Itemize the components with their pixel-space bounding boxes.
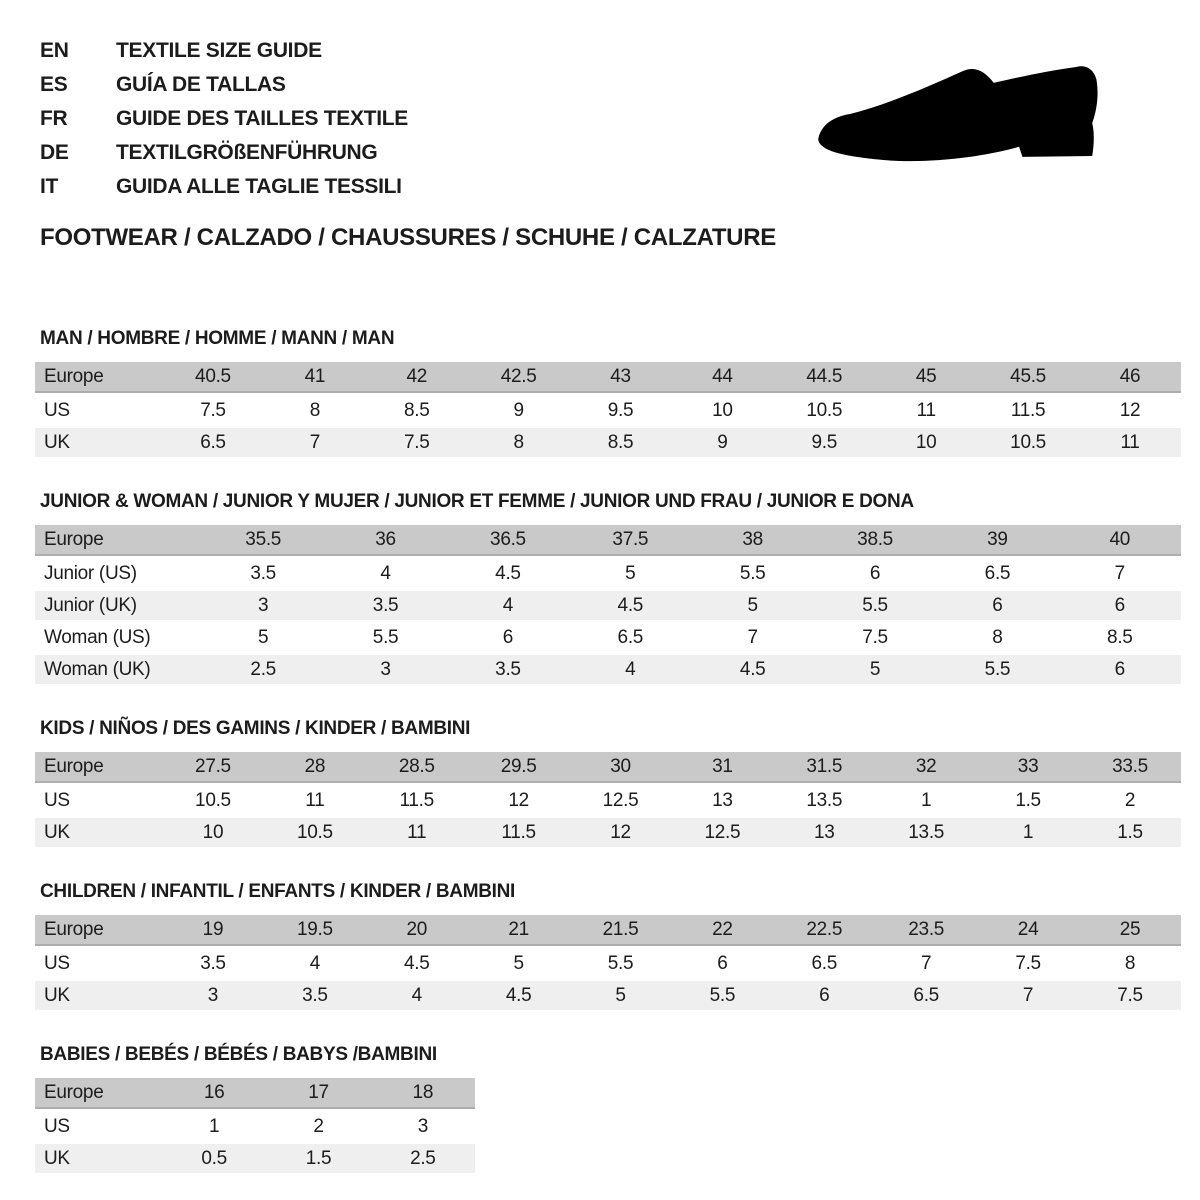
- language-label: GUIDE DES TAILLES TEXTILE: [116, 107, 408, 130]
- row-label-cell: Europe: [35, 915, 162, 946]
- table-row: [35, 752, 1181, 783]
- size-cell: 10: [712, 399, 733, 421]
- size-cell: 10: [162, 818, 264, 847]
- row-label-cell: UK: [35, 428, 162, 457]
- language-label: GUÍA DE TALLAS: [116, 73, 286, 96]
- size-cell: 0.5: [162, 1144, 266, 1173]
- size-cell: 3: [202, 591, 324, 620]
- size-cell: 4: [569, 655, 691, 684]
- size-cell: 21.5: [570, 915, 672, 946]
- table-row: [35, 981, 1181, 1010]
- language-code: ES: [40, 73, 68, 96]
- size-cell: 31.5: [773, 752, 875, 783]
- size-cell: 19.5: [264, 915, 366, 946]
- size-cell: 5: [513, 952, 524, 974]
- size-cell: 4: [380, 562, 391, 584]
- size-cell: 5: [570, 981, 672, 1010]
- size-cell: 5.5: [814, 591, 936, 620]
- size-cell: 6: [717, 952, 728, 974]
- size-cell: 11: [305, 789, 325, 811]
- size-cell: 5: [814, 655, 936, 684]
- size-cell: 37.5: [569, 525, 691, 556]
- size-cell: 7.5: [1015, 952, 1041, 974]
- size-cell: 12.5: [602, 789, 639, 811]
- size-cell: 7.5: [200, 399, 226, 421]
- row-label-cell: UK: [35, 1144, 162, 1173]
- size-cell: 5.5: [607, 952, 634, 974]
- size-cell: 13.5: [806, 789, 843, 811]
- size-cell: 2: [313, 1115, 324, 1137]
- size-cell: 21: [468, 915, 570, 946]
- size-cell: 7.5: [862, 626, 888, 648]
- size-cell: 1.5: [266, 1144, 370, 1173]
- size-cell: 4: [447, 591, 569, 620]
- row-label-cell: US: [44, 789, 70, 811]
- size-cell: 6.5: [617, 626, 644, 648]
- table-row: [35, 396, 1181, 425]
- size-cell: 5: [625, 562, 636, 584]
- size-cell: 4: [309, 952, 320, 974]
- size-cell: 16: [162, 1078, 266, 1109]
- section-title: BABIES / BEBÉS / BÉBÉS / BABYS /BAMBINI: [40, 1044, 437, 1065]
- size-cell: 7: [264, 428, 366, 457]
- row-label-cell: UK: [35, 981, 162, 1010]
- size-cell: 7: [977, 981, 1079, 1010]
- table-row: [35, 1144, 475, 1173]
- row-label-cell: Woman (US): [44, 626, 151, 648]
- size-cell: 3.5: [324, 591, 446, 620]
- size-cell: 27.5: [162, 752, 264, 783]
- size-cell: 4.5: [468, 981, 570, 1010]
- size-cell: 22.5: [773, 915, 875, 946]
- row-label-cell: Europe: [35, 525, 202, 556]
- size-cell: 1.5: [1015, 789, 1041, 811]
- table-row: [35, 362, 1181, 393]
- size-cell: 43: [570, 362, 672, 393]
- size-cell: 3: [324, 655, 446, 684]
- size-cell: 6.5: [984, 562, 1011, 584]
- size-cell: 5.5: [671, 981, 773, 1010]
- table-row: [35, 655, 1181, 684]
- size-cell: 6: [502, 626, 514, 648]
- size-cell: 7: [921, 952, 932, 974]
- size-cell: 5.5: [739, 562, 766, 584]
- size-cell: 8: [309, 399, 320, 421]
- size-cell: 9.5: [773, 428, 875, 457]
- row-label-cell: US: [44, 1115, 70, 1137]
- size-table: [35, 749, 1181, 850]
- table-row: [35, 623, 1181, 652]
- size-cell: 12.5: [671, 818, 773, 847]
- size-cell: 18: [371, 1078, 475, 1109]
- size-cell: 25: [1079, 915, 1181, 946]
- size-cell: 33.5: [1079, 752, 1181, 783]
- size-cell: 13: [712, 789, 733, 811]
- size-cell: 8.5: [570, 428, 672, 457]
- size-cell: 4.5: [495, 562, 521, 584]
- row-label-cell: Junior (UK): [35, 591, 202, 620]
- language-label: GUIDA ALLE TAGLIE TESSILI: [116, 175, 402, 198]
- language-code: IT: [40, 175, 59, 198]
- size-cell: 10.5: [806, 399, 843, 421]
- size-cell: 24: [977, 915, 1079, 946]
- size-cell: 39: [936, 525, 1058, 556]
- row-label-cell: US: [44, 952, 70, 974]
- size-cell: 20: [366, 915, 468, 946]
- size-cell: 29.5: [468, 752, 570, 783]
- size-cell: 5: [258, 626, 269, 648]
- section-title: JUNIOR & WOMAN / JUNIOR Y MUJER / JUNIOR ET FEMME / JUNIOR UND FRAU / JUNIOR E DONA: [40, 491, 914, 512]
- size-cell: 17: [266, 1078, 370, 1109]
- size-cell: 13.5: [875, 818, 977, 847]
- size-table: [35, 359, 1181, 460]
- size-cell: 36.5: [447, 525, 569, 556]
- size-cell: 12: [508, 789, 529, 811]
- size-cell: 4.5: [569, 591, 691, 620]
- section-title: MAN / HOMBRE / HOMME / MANN / MAN: [40, 328, 395, 349]
- size-cell: 6.5: [811, 952, 838, 974]
- section-title: KIDS / NIÑOS / DES GAMINS / KINDER / BAMBINI: [40, 718, 471, 739]
- size-cell: 7.5: [366, 428, 468, 457]
- size-cell: 10: [875, 428, 977, 457]
- size-cell: 3.5: [250, 562, 276, 584]
- size-cell: 6: [1059, 655, 1181, 684]
- table-row: [35, 591, 1181, 620]
- size-cell: 4.5: [692, 655, 814, 684]
- table-row: [35, 915, 1181, 946]
- section-title: CHILDREN / INFANTIL / ENFANTS / KINDER / BAMBINI: [40, 881, 516, 902]
- size-cell: 44.5: [773, 362, 875, 393]
- size-cell: 42: [366, 362, 468, 393]
- table-row: [35, 786, 1181, 815]
- size-cell: 9.5: [607, 399, 634, 421]
- table-row: [35, 525, 1181, 556]
- size-cell: 10.5: [264, 818, 366, 847]
- size-cell: 3: [162, 981, 264, 1010]
- size-cell: 6.5: [875, 981, 977, 1010]
- size-cell: 45.5: [977, 362, 1079, 393]
- size-cell: 1: [977, 818, 1079, 847]
- shoe-icon: [798, 52, 1146, 192]
- size-cell: 46: [1079, 362, 1181, 393]
- table-row: [35, 1112, 475, 1141]
- size-cell: 9: [671, 428, 773, 457]
- size-cell: 3.5: [264, 981, 366, 1010]
- size-cell: 5.5: [936, 655, 1058, 684]
- size-cell: 6: [1059, 591, 1181, 620]
- size-cell: 6: [869, 562, 881, 584]
- language-code: FR: [40, 107, 68, 130]
- size-cell: 11.5: [399, 789, 434, 811]
- size-cell: 41: [264, 362, 366, 393]
- section-4: [40, 1044, 1182, 1176]
- size-cell: 11: [1079, 428, 1181, 457]
- size-cell: 10.5: [977, 428, 1079, 457]
- size-cell: 35.5: [202, 525, 324, 556]
- section-0: [40, 328, 1182, 460]
- row-label-cell: Junior (US): [44, 562, 137, 584]
- size-cell: 3.5: [200, 952, 226, 974]
- size-cell: 2: [1124, 789, 1136, 811]
- size-cell: 38: [692, 525, 814, 556]
- size-cell: 32: [875, 752, 977, 783]
- size-cell: 8: [992, 626, 1003, 648]
- table-row: [35, 428, 1181, 457]
- language-code: EN: [40, 39, 69, 62]
- size-cell: 28.5: [366, 752, 468, 783]
- size-cell: 28: [264, 752, 366, 783]
- size-cell: 38.5: [814, 525, 936, 556]
- table-row: [35, 559, 1181, 588]
- language-label: TEXTILGRÖßENFÜHRUNG: [116, 141, 378, 164]
- size-cell: 3.5: [447, 655, 569, 684]
- language-code: DE: [40, 141, 69, 164]
- size-cell: 1.5: [1079, 818, 1181, 847]
- section-3: [40, 881, 1182, 1013]
- size-cell: 11.5: [468, 818, 570, 847]
- size-cell: 11: [916, 399, 936, 421]
- size-cell: 5: [692, 591, 814, 620]
- size-cell: 9: [513, 399, 524, 421]
- row-label-cell: US: [44, 399, 70, 421]
- table-row: [35, 818, 1181, 847]
- size-cell: 4: [366, 981, 468, 1010]
- size-cell: 40: [1059, 525, 1181, 556]
- size-cell: 8.5: [1107, 626, 1133, 648]
- table-row: [35, 1078, 475, 1109]
- row-label-cell: UK: [35, 818, 162, 847]
- row-label-cell: Europe: [35, 362, 162, 393]
- size-cell: 11.5: [1010, 399, 1046, 421]
- size-cell: 5.5: [372, 626, 399, 648]
- size-cell: 31: [671, 752, 773, 783]
- size-cell: 7: [1114, 562, 1125, 584]
- size-cell: 19: [162, 915, 264, 946]
- size-cell: 1: [921, 789, 932, 811]
- size-cell: 42.5: [468, 362, 570, 393]
- size-cell: 3: [417, 1115, 428, 1137]
- size-cell: 30: [570, 752, 672, 783]
- size-cell: 6.5: [162, 428, 264, 457]
- size-cell: 36: [324, 525, 446, 556]
- size-table: [35, 912, 1181, 1013]
- size-cell: 22: [671, 915, 773, 946]
- size-table: [35, 1075, 475, 1176]
- size-cell: 8.5: [403, 399, 430, 421]
- size-cell: 45: [875, 362, 977, 393]
- section-2: [40, 718, 1182, 850]
- category-title: FOOTWEAR / CALZADO / CHAUSSURES / SCHUHE / CALZATURE: [40, 224, 776, 251]
- size-cell: 2.5: [202, 655, 324, 684]
- size-cell: 44: [671, 362, 773, 393]
- size-cell: 33: [977, 752, 1079, 783]
- size-cell: 13: [773, 818, 875, 847]
- table-row: [35, 949, 1181, 978]
- row-label-cell: Europe: [35, 752, 162, 783]
- size-cell: 12: [570, 818, 672, 847]
- size-cell: 8: [1124, 952, 1136, 974]
- size-cell: 8: [468, 428, 570, 457]
- section-1: [40, 491, 1182, 687]
- size-cell: 1: [209, 1115, 220, 1137]
- sections: [40, 328, 1182, 1176]
- size-cell: 7: [747, 626, 758, 648]
- size-cell: 12: [1119, 399, 1141, 421]
- size-table: [35, 522, 1181, 687]
- size-cell: 10.5: [195, 789, 231, 811]
- size-cell: 23.5: [875, 915, 977, 946]
- size-cell: 6: [936, 591, 1058, 620]
- row-label-cell: Woman (UK): [35, 655, 202, 684]
- size-cell: 7.5: [1079, 981, 1181, 1010]
- size-cell: 11: [366, 818, 468, 847]
- language-label: TEXTILE SIZE GUIDE: [116, 39, 322, 62]
- row-label-cell: Europe: [35, 1078, 162, 1109]
- size-cell: 40.5: [162, 362, 264, 393]
- size-cell: 2.5: [371, 1144, 475, 1173]
- size-cell: 4.5: [403, 952, 430, 974]
- size-cell: 6: [773, 981, 875, 1010]
